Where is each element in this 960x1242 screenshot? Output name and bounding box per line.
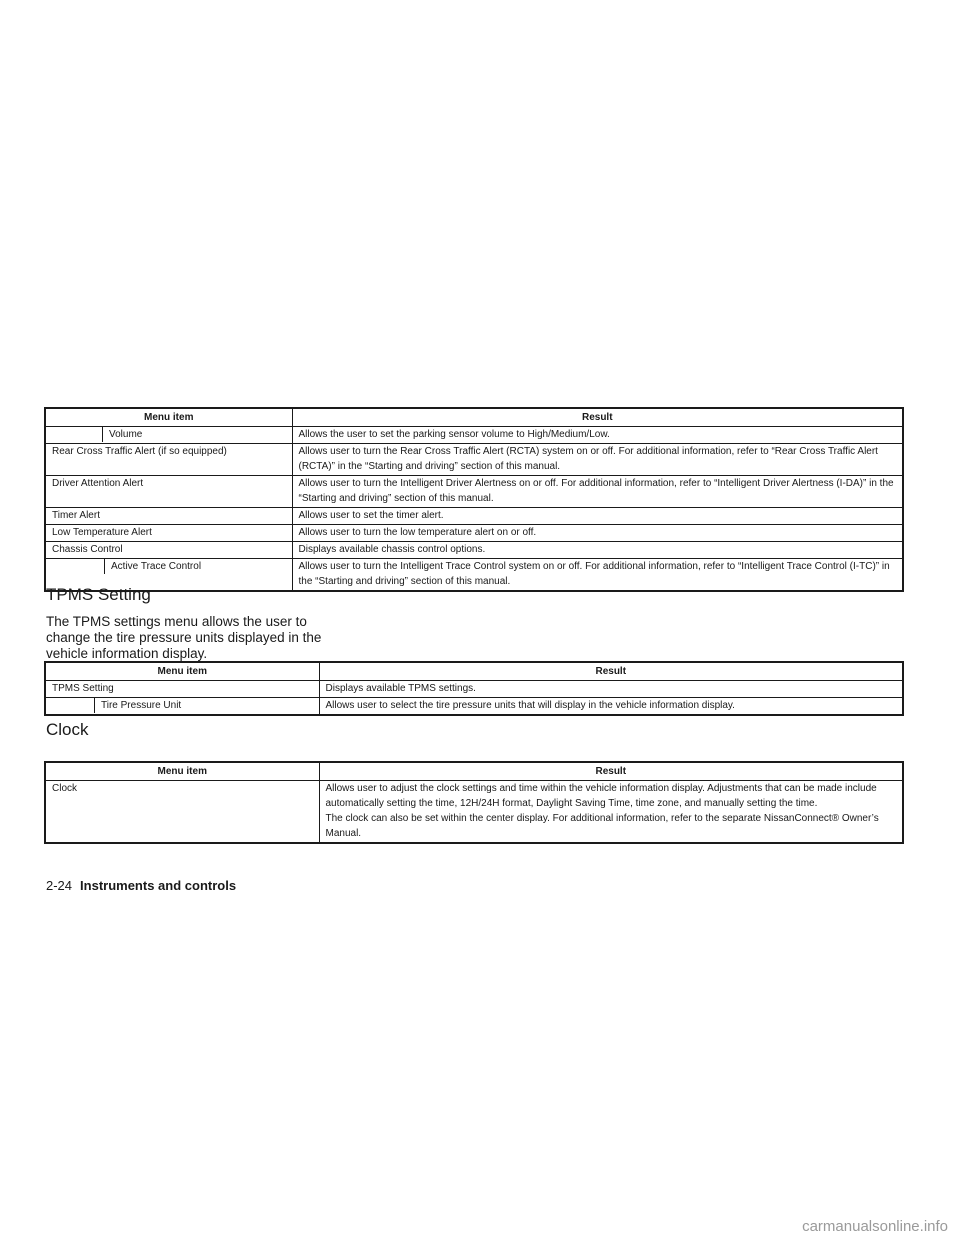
result-header: Result bbox=[319, 762, 903, 781]
tpms-description: The TPMS settings menu allows the user to change the tire pressure units displayed in the vehicle information display. bbox=[46, 614, 322, 661]
table-row bbox=[45, 444, 903, 476]
result-cell: Allows user to turn the low temperature alert on or off. bbox=[292, 525, 903, 542]
chapter-title: Instruments and controls bbox=[80, 878, 237, 893]
menu-item-timer-alert: Timer Alert bbox=[45, 508, 292, 525]
page-footer bbox=[46, 878, 236, 893]
menu-item-header: Menu item bbox=[45, 662, 319, 681]
menu-item-header: Menu item bbox=[45, 408, 292, 427]
table-header-row bbox=[45, 762, 903, 781]
menu-item-header: Menu item bbox=[45, 762, 319, 781]
table-row bbox=[45, 508, 903, 525]
menu-item-tire-pressure-unit: Tire Pressure Unit bbox=[101, 700, 182, 711]
page-number: 2-24 bbox=[46, 878, 73, 893]
menu-item-active-trace: Active Trace Control bbox=[111, 561, 202, 572]
tpms-heading: TPMS Setting bbox=[46, 585, 151, 604]
clock-result-note: The clock can also be set within the center display. For additional information, refer to the separate NissanConnect® Owner’s Manual. bbox=[325, 813, 879, 839]
result-cell: Allows user to turn the Rear Cross Traffic Alert (RCTA) system on or off. For additional information, refer to “Rear Cross Traffic Alert (RCTA)” in the “Starting and driving” section of this manual. bbox=[292, 444, 903, 476]
result-cell: Allows the user to set the parking sensor volume to High/Medium/Low. bbox=[292, 427, 903, 444]
table-row bbox=[45, 476, 903, 508]
result-header: Result bbox=[292, 408, 903, 427]
watermark: carmanualsonline.info bbox=[802, 1218, 948, 1235]
table-header-row bbox=[45, 662, 903, 681]
menu-item-clock: Clock bbox=[45, 781, 319, 844]
result-header: Result bbox=[319, 662, 903, 681]
menu-item-driver-attention: Driver Attention Alert bbox=[45, 476, 292, 508]
result-cell: Allows user to turn the Intelligent Trace Control system on or off. For additional information, refer to “Intelligent Trace Control (I-TC)” in the “Starting and driving” section of this manual. bbox=[292, 559, 903, 592]
result-cell: Allows user to set the timer alert. bbox=[292, 508, 903, 525]
clock-result-text: Allows user to adjust the clock settings and time within the vehicle information display. Adjustments that can be made include automatically setting the time, 12H/24H format, Daylight Saving Time, time zone, and manually setting the time. bbox=[325, 783, 877, 809]
table-row bbox=[45, 698, 903, 716]
menu-cell bbox=[45, 427, 292, 444]
table-row bbox=[45, 681, 903, 698]
settings-table bbox=[44, 407, 904, 592]
table-row bbox=[45, 525, 903, 542]
menu-item-low-temp: Low Temperature Alert bbox=[45, 525, 292, 542]
result-cell: Allows user to turn the Intelligent Driver Alertness on or off. For additional information, refer to “Intelligent Driver Alertness (I-DA)” in the “Starting and driving” section of this manual. bbox=[292, 476, 903, 508]
table-row bbox=[45, 559, 903, 592]
result-cell bbox=[319, 781, 903, 844]
result-cell: Displays available TPMS settings. bbox=[319, 681, 903, 698]
menu-item-rcta: Rear Cross Traffic Alert (if so equipped) bbox=[45, 444, 292, 476]
menu-item-tpms-setting: TPMS Setting bbox=[45, 681, 319, 698]
table-row bbox=[45, 542, 903, 559]
tpms-table bbox=[44, 661, 904, 716]
table-row bbox=[45, 427, 903, 444]
result-cell: Displays available chassis control options. bbox=[292, 542, 903, 559]
table-row bbox=[45, 781, 903, 844]
menu-item-volume: Volume bbox=[109, 429, 143, 440]
table-header-row bbox=[45, 408, 903, 427]
clock-heading: Clock bbox=[46, 720, 89, 739]
menu-cell bbox=[45, 698, 319, 716]
menu-item-chassis-control: Chassis Control bbox=[45, 542, 292, 559]
clock-table bbox=[44, 761, 904, 844]
result-cell: Allows user to select the tire pressure units that will display in the vehicle information display. bbox=[319, 698, 903, 716]
